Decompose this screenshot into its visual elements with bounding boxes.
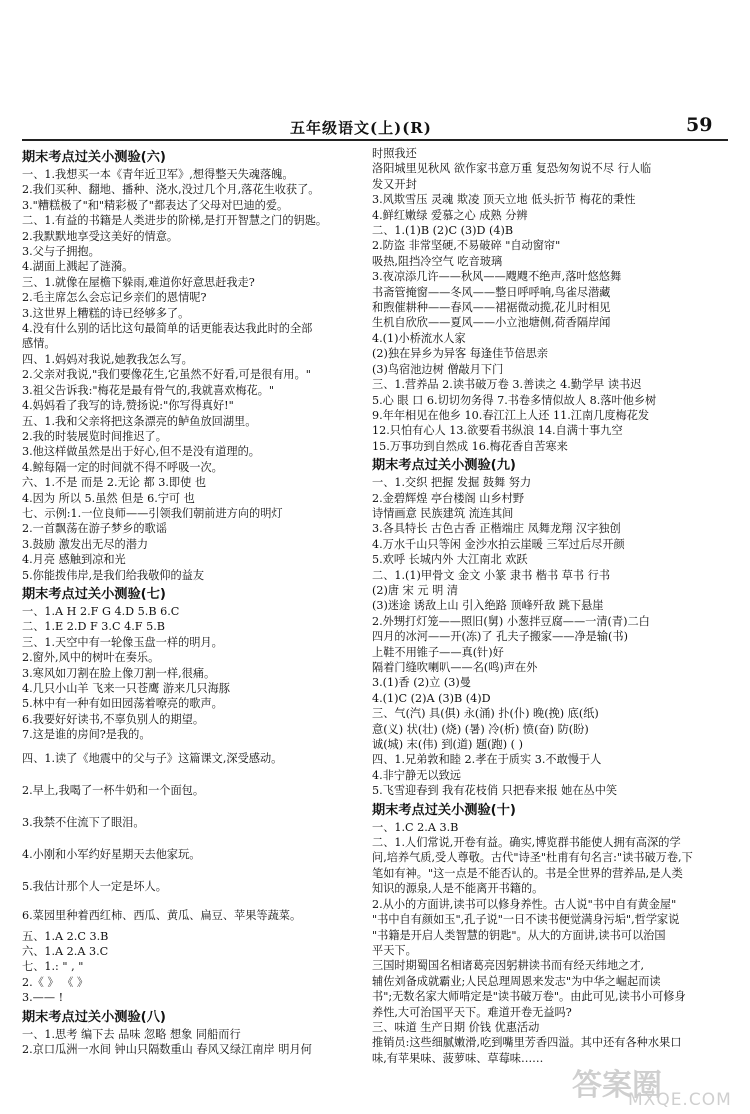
answer-line: 笔如有神。"这一点是不能否认的。书是全世界的营养品,是人类	[372, 866, 683, 880]
answer-line: 六、1.不是 而是 2.无论 都 3.即使 也	[22, 476, 207, 490]
answer-line: 三、味道 生产日期 价钱 优惠活动	[372, 1020, 540, 1034]
answer-line: 发又开封	[372, 177, 417, 191]
page-number: 59	[686, 114, 713, 136]
answer-line: 4.因为 所以 5.虽然 但是 6.宁可 也	[22, 491, 195, 505]
answer-line: (2)唐 宋 元 明 清	[372, 583, 459, 597]
answer-line: 7.这是谁的房间?是我的。	[22, 728, 151, 742]
answer-line: 生机自欣欣——夏风——小立池塘侧,荷香隔岸闻	[372, 316, 611, 330]
answer-line: 2.外甥打灯笼——照旧(舅) 小葱拌豆腐——一清(青)二白	[372, 614, 650, 628]
answer-line: 平天下。	[372, 943, 417, 957]
answer-line: 3.这世界上糟糕的诗已经够多了。	[22, 306, 190, 320]
answer-line: 四、1.妈妈对我说,她教我怎么写。	[22, 352, 193, 366]
answer-line: (3)鸟宿池边树 僧敲月下门	[372, 362, 504, 376]
answer-line: 2.一首飘荡在游子梦乡的歌谣	[22, 522, 167, 536]
answer-line: 一、1.思考 编下去 品味 忽略 想象 同船而行	[22, 1027, 241, 1041]
answer-line: 五、1.A 2.C 3.B	[22, 929, 109, 943]
answer-line: 2.我的时装展览时间推迟了。	[22, 429, 167, 443]
answer-line: 3.鼓励 激发出无尽的潜力	[22, 537, 149, 551]
answer-line: 诗情画意 民族建筑 流连其间	[372, 506, 514, 520]
answer-line: 5.欢呼 长城内外 大江南北 欢跃	[372, 553, 528, 567]
answer-line: 4.万水千山只等闲 金沙水拍云崖暖 三军过后尽开颜	[372, 537, 625, 551]
answer-line: (3)迷途 诱敌上山 引入绝路 顶峰歼敌 跳下悬崖	[372, 599, 604, 613]
section-heading: 期末考点过关小测验(十)	[372, 802, 516, 818]
answer-line: 问,培养气质,受人尊敬。古代"诗圣"杜甫有句名言:"读书破万卷,下	[372, 851, 693, 865]
answer-line: 12.只怕有心人 13.欲要看书纵浪 14.自满十事九空	[372, 424, 623, 438]
answer-line: 5.你能拨伟岸,是我们给我敬仰的益友	[22, 568, 205, 582]
answer-line: 4.非宁静无以致远	[372, 768, 461, 782]
answer-line: 三国时期蜀国名相诸葛亮因躬耕读书而有经天纬地之才,	[372, 959, 645, 973]
answer-line: 3.各具特长 古色古香 正楷端庄 凤舞龙翔 汉字独创	[372, 522, 621, 536]
answer-line: 2.早上,我喝了一杯牛奶和一个面包。	[22, 783, 205, 797]
section-heading: 期末考点过关小测验(六)	[22, 150, 166, 165]
answer-line: 2.京口瓜洲一水间 钟山只隔数重山 春风又绿江南岸 明月何	[22, 1043, 312, 1057]
answer-line: 书斋管掩窗——冬风——整日呼呼响,鸟雀尽潜藏	[372, 285, 611, 299]
answer-line: 味,有苹果味、菠萝味、草莓味……	[372, 1051, 544, 1065]
answer-line: 5.飞雪迎春到 我有花枝俏 只把春来报 她在丛中笑	[372, 784, 618, 798]
answer-line: 2.《 》 《 》	[22, 975, 89, 989]
answer-line: 3.寒风如刀割在脸上像刀割一样,很痛。	[22, 666, 216, 680]
answer-line: 推销员:这些细腻嫩滑,吃到嘴里芳香四溢。其中还有各种水果口	[372, 1036, 682, 1050]
answer-line: 3.夜凉添几许——秋风——飕飕不绝声,落叶悠悠舞	[372, 270, 622, 284]
answer-line: 三、1.营养品 2.读书破万卷 3.善读之 4.勤学早 读书迟	[372, 378, 642, 392]
answer-line: 3.—— !	[22, 991, 64, 1005]
page-header	[0, 115, 750, 141]
answer-line: 五、1.我和父亲将把这条漂亮的鲈鱼放回湖里。	[22, 414, 257, 428]
answer-line: 二、1.有益的书籍是人类进步的阶梯,是打开智慧之门的钥匙。	[22, 214, 328, 228]
answer-line: 2.从小的方面讲,读书可以修身养性。古人说"书中自有黄金屋"	[372, 897, 677, 911]
answer-line: 3.(1)香 (2)立 (3)曼	[372, 676, 471, 690]
answer-line: 4.(1)小桥流水人家	[372, 331, 466, 345]
answer-line: 一、1.C 2.A 3.B	[372, 820, 459, 834]
answer-line: 4.鲸每隔一定的时间就不得不呼吸一次。	[22, 460, 223, 474]
answer-line: 2.父亲对我说,"我们要像花生,它虽然不好看,可是很有用。"	[22, 368, 311, 382]
watermark-logo: 答案圈	[572, 1068, 662, 1103]
answer-line: 意(义) 状(壮) (烧) (暑) 冷(析) 愤(奋) 防(盼)	[372, 722, 589, 736]
answer-line: 吸热,阻挡冷空气 吃音玻璃	[372, 254, 503, 268]
answer-line: 和煦催耕种——春风——裙裾微动揽,花儿时相见	[372, 301, 611, 315]
answer-line: 5.心 眼 口 6.切切勿务得 7.书卷多情似故人 8.落叶他乡树	[372, 393, 657, 407]
answer-line: 2.毛主席怎么会忘记乡亲们的恩情呢?	[22, 291, 207, 305]
watermark	[548, 1060, 738, 1110]
answer-line: 三、气(汽) 具(俱) 永(涌) 扑(仆) 晚(挽) 底(纸)	[372, 707, 599, 721]
answer-line: 2.窗外,风中的树叶在奏乐。	[22, 651, 160, 665]
answer-line: 知识的源泉,人是不能离开书籍的。	[372, 882, 544, 896]
answer-line: 3.祖父告诉我:"梅花是最有骨气的,我就喜欢梅花。"	[22, 383, 275, 397]
answer-line: 4.湖面上溅起了涟漪。	[22, 260, 134, 274]
answer-line: 2.我默默地享受这美好的情意。	[22, 229, 179, 243]
answer-line: 四月的冰河——开(冻)了 孔夫子搬家——净是输(书)	[372, 630, 628, 644]
answer-line: 七、示例:1.一位良师——引领我们朝前进方向的明灯	[22, 506, 283, 520]
answer-line: 二、1.(1)B (2)C (3)D (4)B	[372, 224, 514, 238]
answer-line: 3.父与子拥抱。	[22, 245, 100, 259]
answer-line: 6.菜园里种着西红柿、西瓜、黄瓜、扁豆、苹果等蔬菜。	[22, 908, 302, 922]
answer-line: 诚(城) 末(伟) 到(道) 题(跑) ( )	[372, 738, 523, 752]
answer-line: 六、1.A 2.A 3.C	[22, 945, 109, 959]
answer-line: 3.风欺雪压 灵魂 欺凌 顶天立地 低头折节 梅花的秉性	[372, 193, 636, 207]
answer-line: 15.万事功到自然成 16.梅花香自苦寒来	[372, 439, 568, 453]
answer-line: 书";无数名家大师啃定是"读书破万卷"。由此可见,读书小可修身	[372, 990, 686, 1004]
answer-line: 4.小刚和小军约好星期天去他家玩。	[22, 847, 201, 861]
answer-line: 5.我估计那个人一定是坏人。	[22, 879, 167, 893]
answer-line: 4.没有什么别的话比这句最简单的话更能表达我此时的全部	[22, 322, 313, 336]
answer-line: 3.他这样做虽然是出于好心,但不是没有道理的。	[22, 445, 260, 459]
book-title: 五年级语文(上)(R)	[290, 119, 432, 137]
answer-line: 三、1.天空中有一轮像玉盘一样的明月。	[22, 635, 223, 649]
answer-line: 三、1.就像在屋檐下躲雨,难道你好意思赶我走?	[22, 275, 255, 289]
answer-line: 4.鲜红嫩绿 爱慕之心 成熟 分辨	[372, 208, 528, 222]
right-column	[372, 146, 728, 1104]
answer-line: 3.我禁不住流下了眼泪。	[22, 815, 145, 829]
answer-line: 辅佐刘备成就霸业;人民总理周恩来发志"为中华之崛起而读	[372, 974, 661, 988]
answer-line: "书籍是开启人类智慧的钥匙"。从大的方面讲,读书可以治国	[372, 928, 666, 942]
answer-line: 时照我还	[372, 147, 417, 160]
section-heading: 期末考点过关小测验(九)	[372, 458, 516, 474]
answer-line: 感情。	[22, 337, 56, 351]
answer-line: 2.金碧辉煌 亭台楼阁 山乡村野	[372, 491, 525, 505]
section-heading: 期末考点过关小测验(八)	[22, 1009, 166, 1025]
answer-line: 隔着门缝吹喇叭——名(鸣)声在外	[372, 661, 538, 674]
answer-line: 二、1.E 2.D F 3.C 4.F 5.B	[22, 620, 165, 634]
answer-line: 4.几只小山羊 飞来一只苍鹰 游来几只海豚	[22, 682, 230, 695]
answer-line: 洛阳城里见秋风 欲作家书意万重 复恐匆匆说不尽 行人临	[372, 162, 652, 176]
answer-line: 养性,大可治国平天下。难道开卷无益吗?	[372, 1005, 572, 1019]
answer-line: 3."糟糕极了"和"精彩极了"都表达了父母对巴迪的爱。	[22, 198, 289, 212]
answer-line: 二、1.(1)甲骨文 金文 小篆 隶书 楷书 草书 行书	[372, 568, 611, 582]
watermark-url: MXQE.COM	[628, 1090, 732, 1110]
answer-line: 4.(1)C (2)A (3)B (4)D	[372, 691, 491, 705]
answer-line: "书中自有颜如玉",孔子说"一日不读书便觉满身污垢",哲学家说	[372, 913, 680, 927]
answer-line: 一、1.交织 把握 发掘 鼓舞 努力	[372, 476, 532, 490]
answer-line: (2)独在异乡为异客 每逢佳节倍思亲	[372, 347, 549, 361]
answer-line: 9.年年相见在他乡 10.春江江上人还 11.江南几度梅花发	[372, 408, 650, 422]
section-heading: 期末考点过关小测验(七)	[22, 586, 166, 602]
answer-line: 4.月亮 感触到凉和光	[22, 553, 126, 567]
answer-line: 一、1.A H 2.F G 4.D 5.B 6.C	[22, 604, 180, 618]
answer-line: 一、1.我想买一本《青年近卫军》,想得整天失魂落魄。	[22, 168, 294, 181]
answer-line: 二、1.人们常说,开卷有益。确实,博览群书能使人拥有高深的学	[372, 836, 681, 850]
answer-line: 4.妈妈看了我写的诗,赞扬说:"你写得真好!"	[22, 399, 234, 413]
answer-line: 七、1.: " , "	[22, 960, 84, 974]
answer-line: 四、1.读了《地震中的父与子》这篇课文,深受感动。	[22, 751, 283, 765]
answer-line: 5.林中有一种有如田园荡着嘹亮的歌声。	[22, 697, 223, 711]
header-rule	[22, 139, 728, 141]
answer-line: 四、1.兄弟敦和睦 2.孝在于质实 3.不敢慢于人	[372, 753, 602, 767]
answer-line: 2.我们买种、翻地、播种、浇水,没过几个月,落花生收获了。	[22, 183, 320, 197]
answer-line: 2.防盗 非常坚硬,不易破碎 "自动窗帘"	[372, 239, 561, 253]
answer-line: 上鞋不用锥子——真(针)好	[372, 645, 504, 659]
answer-line: 6.我要好好读书,不辜负别人的期望。	[22, 712, 205, 726]
left-column	[22, 146, 367, 1104]
